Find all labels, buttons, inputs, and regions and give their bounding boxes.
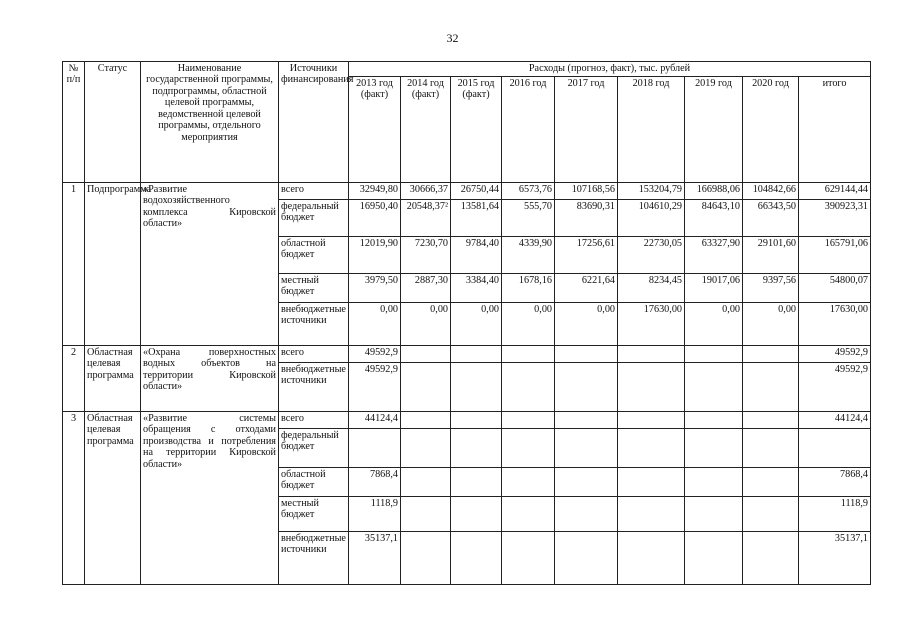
table-row [63,183,871,200]
row-year-value: 0,00 [451,303,502,346]
row-year-value [685,412,743,429]
header-year: 2015 год (факт) [451,77,502,183]
row-year-value: 107168,56 [555,183,618,200]
row-year-value: 3384,40 [451,274,502,303]
row-year-value [618,468,685,497]
row-year-value [685,429,743,468]
row-year-value: 49592,9 [349,346,401,363]
row-year-value [451,532,502,585]
row-year-value: 30666,37 [401,183,451,200]
row-year-value [401,429,451,468]
row-total-value: 7868,4 [799,468,871,497]
row-year-value [401,412,451,429]
row-year-value [555,468,618,497]
row-year-value: 16950,40 [349,200,401,237]
row-year-value: 7868,4 [349,468,401,497]
row-year-value [451,346,502,363]
row-funding-source: внебюджетные источники [279,363,349,412]
row-year-value [555,346,618,363]
row-year-value: 49592,9 [349,363,401,412]
row-year-value [502,497,555,532]
row-year-value [618,346,685,363]
row-year-value [451,363,502,412]
row-year-value: 555,70 [502,200,555,237]
row-year-value [743,412,799,429]
row-year-value: 0,00 [502,303,555,346]
row-year-value [685,468,743,497]
header-year: 2020 год [743,77,799,183]
row-total-value: 49592,9 [799,363,871,412]
row-total-value: 44124,4 [799,412,871,429]
header-year: 2013 год (факт) [349,77,401,183]
row-year-value [401,497,451,532]
row-total-value: 165791,06 [799,237,871,274]
row-year-value [618,363,685,412]
row-year-value [555,363,618,412]
header-expenses: Расходы (прогноз, факт), тыс. рублей [349,62,871,77]
row-year-value [618,497,685,532]
table-body [63,183,871,585]
row-year-value [349,429,401,468]
row-year-value: 19017,06 [685,274,743,303]
row-year-value [685,363,743,412]
row-year-value: 17256,61 [555,237,618,274]
row-funding-source: областной бюджет [279,468,349,497]
row-funding-source: всего [279,412,349,429]
row-year-value: 29101,60 [743,237,799,274]
header-source: Источники финансирования [279,62,349,183]
header-year: 2018 год [618,77,685,183]
row-funding-source: внебюджетные источники [279,303,349,346]
row-funding-source: всего [279,346,349,363]
header-name: Наименование государственной программы, подпрограммы, областной целевой программы, ведомственной целевой программы, отдельного мероприятия [141,62,279,183]
row-year-value [618,429,685,468]
row-status: Областная целевая программа [85,346,141,412]
row-year-value: 166988,06 [685,183,743,200]
row-year-value: 0,00 [743,303,799,346]
row-year-value: 9397,56 [743,274,799,303]
row-total-value: 35137,1 [799,532,871,585]
row-year-value [685,532,743,585]
row-year-value [555,412,618,429]
row-year-value: 66343,50 [743,200,799,237]
row-year-value: 63327,90 [685,237,743,274]
row-program-name: «Развитие водохозяйственного комплекса Кировской области» [141,183,279,346]
row-year-value: 3979,50 [349,274,401,303]
row-number: 2 [63,346,85,412]
row-year-value [451,468,502,497]
row-year-value: 1118,9 [349,497,401,532]
row-funding-source: областной бюджет [279,237,349,274]
row-year-value [451,429,502,468]
row-program-name: «Развитие системы обращения с отходами производства и потребления на территории Кировской области» [141,412,279,585]
row-year-value: 26750,44 [451,183,502,200]
row-year-value: 2887,30 [401,274,451,303]
row-year-value [743,468,799,497]
row-year-value [743,497,799,532]
row-year-value [401,363,451,412]
row-year-value [685,497,743,532]
page-number: 32 [446,31,459,45]
row-funding-source: федеральный бюджет [279,429,349,468]
row-year-value [618,412,685,429]
row-year-value [502,532,555,585]
row-year-value: 1678,16 [502,274,555,303]
row-year-value: 9784,40 [451,237,502,274]
row-total-value: 17630,00 [799,303,871,346]
row-year-value [555,532,618,585]
row-year-value: 104610,29 [618,200,685,237]
row-year-value: 0,00 [401,303,451,346]
row-year-value: 22730,05 [618,237,685,274]
row-year-value: 104842,66 [743,183,799,200]
row-year-value [451,412,502,429]
row-status: Областная целевая программа [85,412,141,585]
row-total-value: 390923,31 [799,200,871,237]
row-program-name: «Охрана поверхностных водных объектов на территории Кировской области» [141,346,279,412]
header-status: Статус [85,62,141,183]
row-status: Подпрограмма [85,183,141,346]
header-year: 2014 год (факт) [401,77,451,183]
header-year: 2017 год [555,77,618,183]
row-funding-source: внебюджетные источники [279,532,349,585]
row-total-value: 54800,07 [799,274,871,303]
row-number: 3 [63,412,85,585]
table-row [63,412,871,429]
row-year-value: 153204,79 [618,183,685,200]
row-year-value [685,346,743,363]
row-year-value [555,497,618,532]
row-year-value [401,532,451,585]
row-year-value: 0,00 [349,303,401,346]
row-year-value [502,429,555,468]
row-year-value [502,412,555,429]
row-number: 1 [63,183,85,346]
row-year-value [502,363,555,412]
row-funding-source: местный бюджет [279,274,349,303]
row-year-value: 7230,70 [401,237,451,274]
row-year-value: 0,00 [685,303,743,346]
row-year-value [401,468,451,497]
row-year-value: 8234,45 [618,274,685,303]
row-year-value [743,346,799,363]
row-total-value: 629144,44 [799,183,871,200]
header-row-1 [63,62,871,77]
row-year-value: 35137,1 [349,532,401,585]
row-year-value [451,497,502,532]
row-year-value [743,363,799,412]
row-total-value [799,429,871,468]
row-funding-source: местный бюджет [279,497,349,532]
row-total-value: 1118,9 [799,497,871,532]
row-year-value: 17630,00 [618,303,685,346]
header-year: 2016 год [502,77,555,183]
row-year-value [401,346,451,363]
header-year: 2019 год [685,77,743,183]
row-year-value: 32949,80 [349,183,401,200]
row-year-value [743,429,799,468]
row-year-value [618,532,685,585]
row-year-value: 83690,31 [555,200,618,237]
row-year-value: 0,00 [555,303,618,346]
row-year-value: 6221,64 [555,274,618,303]
row-year-value: 12019,90 [349,237,401,274]
row-year-value: 44124,4 [349,412,401,429]
table-row [63,346,871,363]
row-year-value [502,346,555,363]
budget-table [62,61,871,585]
row-year-value [743,532,799,585]
row-funding-source: федеральный бюджет [279,200,349,237]
row-year-value [555,429,618,468]
header-num: № п/п [63,62,85,183]
row-total-value: 49592,9 [799,346,871,363]
row-year-value: 13581,64 [451,200,502,237]
row-year-value [502,468,555,497]
row-funding-source: всего [279,183,349,200]
row-year-value: 4339,90 [502,237,555,274]
row-year-value: 20548,37² [401,200,451,237]
header-total: итого [799,77,871,183]
row-year-value: 84643,10 [685,200,743,237]
row-year-value: 6573,76 [502,183,555,200]
